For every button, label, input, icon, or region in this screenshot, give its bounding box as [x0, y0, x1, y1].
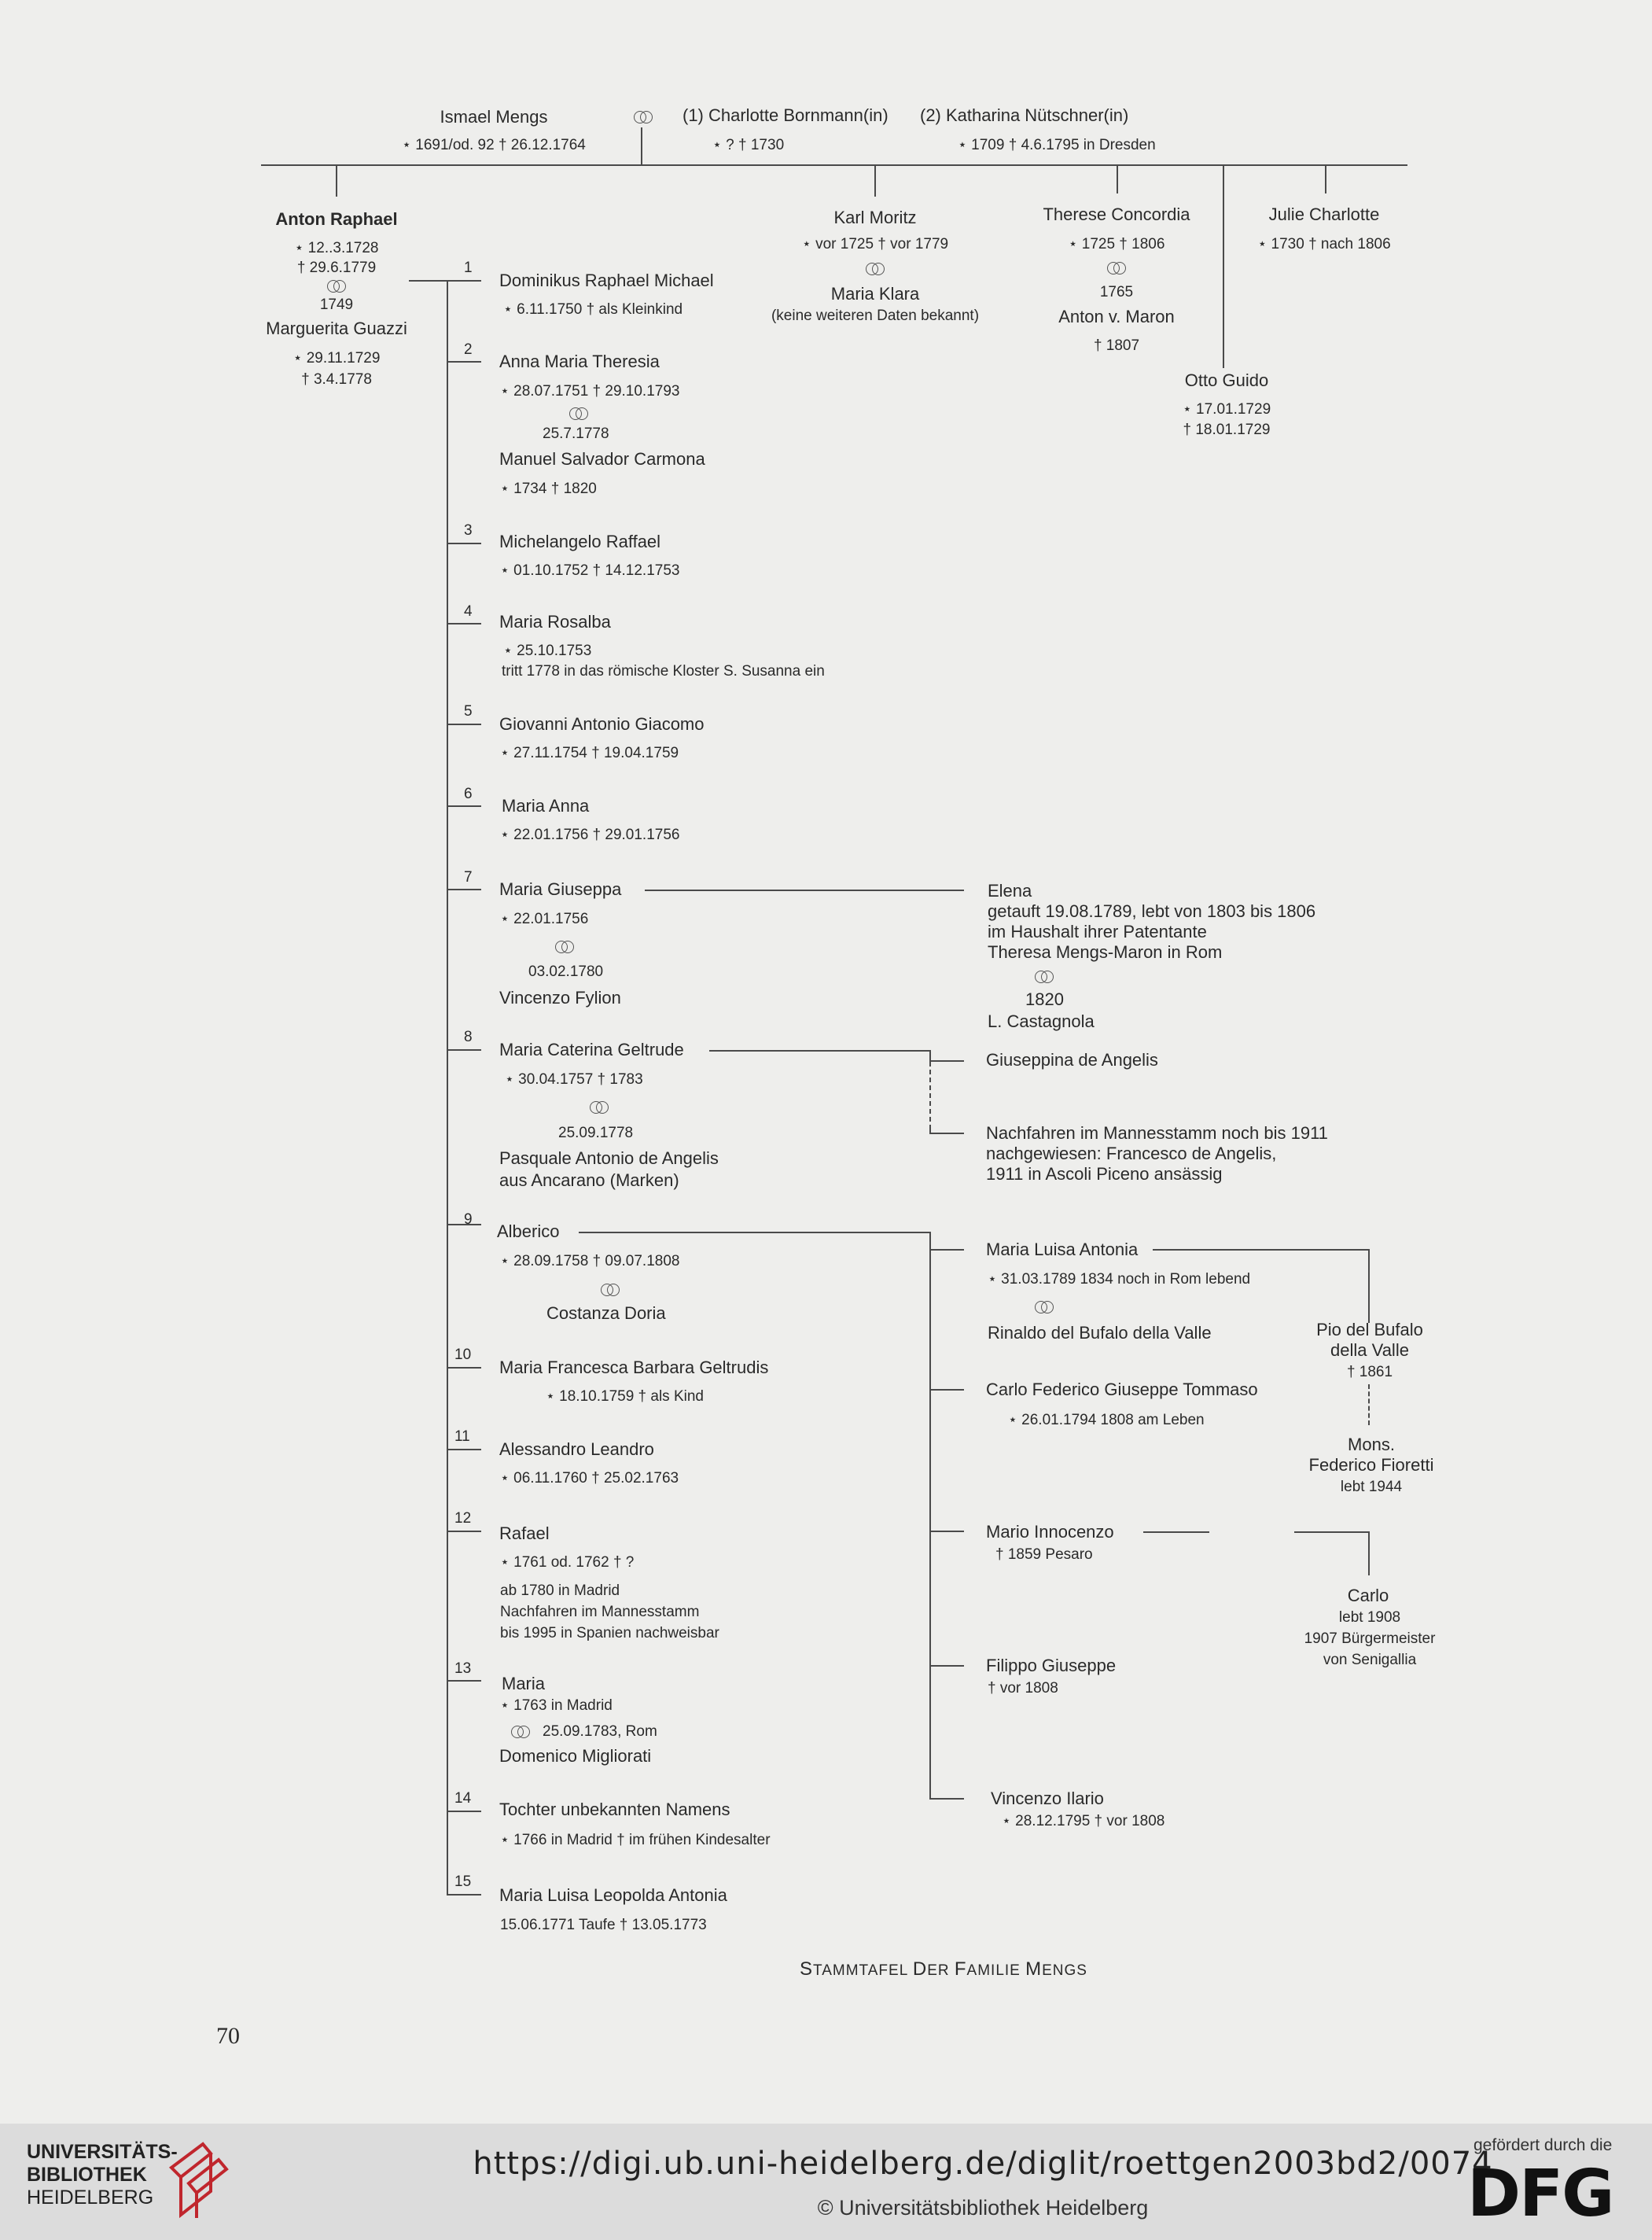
child-dates: ⋆ 1766 in Madrid † im frühen Kindesalter — [500, 1832, 771, 1848]
footer-bar — [0, 2124, 1652, 2240]
marriage-date: 03.02.1780 — [528, 963, 604, 980]
pio-line: Pio del Bufalo — [1316, 1320, 1423, 1339]
child-dates: ⋆ 25.10.1753 — [503, 643, 592, 659]
pio-line: † 1861 — [1346, 1364, 1393, 1380]
grandchild-connector — [929, 1389, 964, 1391]
spouse-name: Costanza Doria — [546, 1303, 666, 1323]
castagnola-name: L. Castagnola — [988, 1011, 1095, 1031]
child-name: Alessandro Leandro — [499, 1439, 654, 1459]
library-logo-icon — [164, 2136, 234, 2223]
child-note: bis 1995 in Spanien nachweisbar — [500, 1625, 719, 1641]
child-number: 12 — [454, 1510, 472, 1527]
child-name: Maria Rosalba — [499, 612, 611, 632]
child-name: Alberico — [497, 1221, 560, 1241]
child-name: Maria Luisa Leopolda Antonia — [499, 1885, 727, 1905]
elena-line: im Haushalt ihrer Patentante — [988, 922, 1207, 941]
caption-word: ENGS — [1042, 1962, 1087, 1979]
child-name: Tochter unbekannten Namens — [499, 1800, 730, 1819]
otto-drop — [1223, 165, 1224, 368]
child-number: 5 — [464, 703, 473, 720]
caption-initial: F — [954, 1958, 967, 1980]
copyright-text: © Universitätsbibliothek Heidelberg — [817, 2196, 1149, 2220]
grandchild-connector — [929, 1531, 964, 1532]
elena-name: Elena — [988, 881, 1032, 901]
child-dates: ⋆ 1763 in Madrid — [500, 1697, 613, 1714]
grandchildren-trunk — [929, 1232, 931, 1800]
therese-name: Therese Concordia — [1043, 204, 1190, 224]
wife2-dates: ⋆ 1709 † 4.6.1795 in Dresden — [958, 137, 1156, 153]
child-connector — [447, 1367, 481, 1369]
caption-word: ER — [927, 1962, 955, 1979]
guazzi-name: Marguerita Guazzi — [266, 319, 407, 338]
federico-line: Federico Fioretti — [1308, 1455, 1434, 1475]
child-dates: ⋆ 30.04.1757 † 1783 — [505, 1071, 643, 1088]
anton-name: Anton Raphael — [275, 209, 398, 229]
dfg-logo[interactable]: DFG — [1467, 2157, 1613, 2231]
karl-dates: ⋆ vor 1725 † vor 1779 — [801, 236, 949, 252]
marriage-date: 25.09.1778 — [558, 1125, 634, 1141]
marriage-date: 25.7.1778 — [543, 426, 609, 442]
child-dates: ⋆ 22.01.1756 — [500, 911, 589, 927]
maria-luisa-name: Maria Luisa Antonia — [986, 1240, 1139, 1259]
descent-line — [1368, 1249, 1370, 1323]
descent-line — [929, 1133, 964, 1134]
elena-line: getauft 19.08.1789, lebt von 1803 bis 1806 — [988, 901, 1316, 921]
federico-line: Mons. — [1348, 1435, 1395, 1454]
child-number: 13 — [454, 1660, 472, 1677]
child-connector — [447, 361, 481, 363]
child-connector — [447, 889, 481, 890]
child-name: Maria Anna — [502, 796, 590, 816]
child-name: Michelangelo Raffael — [499, 532, 661, 551]
child-name: Rafael — [499, 1523, 550, 1543]
otto-name: Otto Guido — [1184, 370, 1269, 390]
child-note: Nachfahren im Mannesstamm — [500, 1604, 700, 1620]
marriage-ring-icon — [632, 111, 654, 123]
logo-line: UNIVERSITÄTS- — [27, 2141, 178, 2163]
child-dates: ⋆ 28.07.1751 † 29.10.1793 — [500, 383, 680, 400]
karl-drop — [874, 165, 876, 197]
child-dates: ⋆ 22.01.1756 † 29.01.1756 — [500, 827, 680, 843]
child-name: Maria Caterina Geltrude — [499, 1040, 684, 1059]
child-connector — [447, 623, 481, 624]
carlo-line: 1907 Bürgermeister — [1304, 1630, 1436, 1647]
therese-drop — [1117, 165, 1118, 193]
descent-line — [1153, 1249, 1370, 1251]
diagram-caption — [800, 1958, 1087, 1980]
child-number: 8 — [464, 1029, 473, 1045]
funded-by-text: gefördert durch die — [1474, 2136, 1613, 2154]
descent-line — [1143, 1531, 1209, 1533]
child-dates: ⋆ 06.11.1760 † 25.02.1763 — [500, 1470, 679, 1487]
spouse-name: Vincenzo Fylion — [499, 988, 621, 1008]
dashed-line — [1368, 1384, 1370, 1425]
child-dates: 15.06.1771 Taufe † 13.05.1773 — [500, 1917, 707, 1933]
child-number: 1 — [464, 260, 473, 276]
klara-note: (keine weiteren Daten bekannt) — [771, 308, 980, 324]
dashed-line — [929, 1062, 931, 1129]
carlo-federico-name: Carlo Federico Giuseppe Tommaso — [986, 1380, 1258, 1399]
mario-dates: † 1859 Pesaro — [995, 1546, 1093, 1563]
descent-line — [579, 1232, 931, 1233]
child-note: tritt 1778 in das römische Kloster S. Susanna ein — [502, 663, 825, 680]
marriage-ring-icon — [864, 263, 886, 275]
child-connector — [447, 1811, 481, 1812]
filippo-dates: † vor 1808 — [988, 1680, 1058, 1697]
descent-line — [1294, 1531, 1370, 1533]
spouse-name: Manuel Salvador Carmona — [499, 449, 705, 469]
spouse-name: Pasquale Antonio de Angelis — [499, 1148, 719, 1168]
marriage-ring-icon — [1033, 971, 1055, 983]
caption-word: TAMMTAFEL — [813, 1962, 913, 1979]
marriage-ring-icon — [1033, 1301, 1055, 1313]
generation-line — [261, 164, 1407, 166]
therese-marriage-year: 1765 — [1099, 284, 1134, 300]
wife1-name: (1) Charlotte Bornmann(in) — [683, 105, 889, 125]
child-number: 7 — [464, 869, 473, 886]
anton-marriage-year: 1749 — [319, 297, 354, 313]
marriage-date: 25.09.1783, Rom — [543, 1723, 657, 1740]
julie-dates: ⋆ 1730 † nach 1806 — [1257, 236, 1391, 252]
child-name: Dominikus Raphael Michael — [499, 271, 714, 290]
child-connector — [447, 1449, 481, 1450]
child-name: Anna Maria Theresia — [499, 352, 660, 371]
descent-line — [929, 1050, 931, 1061]
elena-marriage: 1820 — [1025, 989, 1064, 1009]
child-name: Giovanni Antonio Giacomo — [499, 714, 705, 734]
page-number: 70 — [216, 2023, 240, 2049]
descent-line — [1368, 1531, 1370, 1575]
document-url[interactable]: https://digi.ub.uni-heidelberg.de/diglit/roettgen2003bd2/0074 — [473, 2146, 1493, 2182]
karl-name: Karl Moritz — [833, 208, 917, 227]
child-connector — [447, 724, 481, 725]
mario-name: Mario Innocenzo — [986, 1522, 1114, 1542]
child-name: Maria — [502, 1674, 546, 1693]
ub-logo[interactable] — [27, 2141, 178, 2209]
guazzi-death: † 3.4.1778 — [301, 371, 372, 388]
caption-initial: S — [800, 1958, 814, 1980]
marriage-ring-icon — [554, 941, 576, 953]
carlo-line: von Senigallia — [1323, 1652, 1417, 1668]
child-dates: ⋆ 27.11.1754 † 19.04.1759 — [500, 745, 679, 761]
klara-name: Maria Klara — [830, 284, 920, 304]
marriage-ring-icon — [510, 1726, 532, 1738]
caption-initial: D — [912, 1958, 928, 1980]
ismael-name: Ismael Mengs — [440, 107, 548, 127]
parents-link — [641, 127, 642, 165]
maron-death: † 1807 — [1093, 337, 1140, 354]
anton-children-link — [409, 280, 481, 282]
anton-drop — [336, 165, 337, 197]
child-number: 3 — [464, 522, 473, 539]
filippo-name: Filippo Giuseppe — [986, 1656, 1117, 1675]
carlo-line: Carlo — [1347, 1586, 1389, 1605]
child-connector — [447, 1531, 481, 1532]
caption-word: AMILIE — [966, 1962, 1026, 1979]
spouse-note: aus Ancarano (Marken) — [499, 1170, 679, 1190]
carlo-line: lebt 1908 — [1338, 1609, 1401, 1626]
spouse-dates: ⋆ 1734 † 1820 — [500, 481, 597, 497]
carlo-federico-dates: ⋆ 26.01.1794 1808 am Leben — [1008, 1412, 1205, 1428]
caption-initial: M — [1025, 1958, 1043, 1980]
marriage-ring-icon — [1106, 262, 1128, 274]
marriage-ring-icon — [588, 1101, 610, 1114]
child-dates: ⋆ 1761 od. 1762 † ? — [500, 1554, 635, 1571]
julie-name: Julie Charlotte — [1268, 204, 1380, 224]
child-number: 2 — [464, 341, 473, 358]
descent-line — [929, 1060, 964, 1062]
otto-death: † 18.01.1729 — [1183, 422, 1271, 438]
child-number: 11 — [454, 1428, 470, 1445]
anton-death: † 29.6.1779 — [296, 260, 377, 276]
vincenzo-dates: ⋆ 28.12.1795 † vor 1808 — [1002, 1813, 1165, 1829]
otto-birth: ⋆ 17.01.1729 — [1182, 401, 1271, 418]
marriage-ring-icon — [326, 280, 348, 293]
nachfahren-line: nachgewiesen: Francesco de Angelis, — [986, 1144, 1277, 1163]
child-dates: ⋆ 28.09.1758 † 09.07.1808 — [500, 1253, 680, 1269]
spouse-name: Domenico Migliorati — [499, 1746, 652, 1766]
nachfahren-line: Nachfahren im Mannesstamm noch bis 1911 — [986, 1123, 1328, 1143]
maria-luisa-dates: ⋆ 31.03.1789 1834 noch in Rom lebend — [988, 1271, 1251, 1288]
child-dates: ⋆ 01.10.1752 † 14.12.1753 — [500, 562, 680, 579]
marriage-ring-icon — [568, 407, 590, 420]
ismael-dates: ⋆ 1691/od. 92 † 26.12.1764 — [402, 137, 586, 153]
child-connector — [447, 543, 481, 544]
pio-line: della Valle — [1330, 1340, 1409, 1360]
logo-line: BIBLIOTHEK — [27, 2164, 147, 2186]
nachfahren-line: 1911 in Ascoli Piceno ansässig — [986, 1164, 1223, 1184]
wife2-name: (2) Katharina Nütschner(in) — [920, 105, 1129, 125]
maron-name: Anton v. Maron — [1058, 307, 1175, 326]
child-connector — [447, 1894, 481, 1896]
descent-line — [709, 1050, 929, 1052]
child-name: Maria Francesca Barbara Geltrudis — [499, 1358, 769, 1377]
therese-dates: ⋆ 1725 † 1806 — [1068, 236, 1165, 252]
federico-line: lebt 1944 — [1340, 1479, 1403, 1495]
giuseppina-name: Giuseppina de Angelis — [986, 1050, 1158, 1070]
child-number: 9 — [464, 1211, 473, 1228]
descent-line — [645, 890, 964, 891]
child-number: 4 — [464, 603, 473, 620]
anton-birth: ⋆ 12..3.1728 — [294, 240, 379, 256]
children-trunk — [447, 280, 448, 1896]
child-number: 10 — [454, 1347, 472, 1363]
rinaldo-name: Rinaldo del Bufalo della Valle — [988, 1323, 1212, 1343]
logo-line: HEIDELBERG — [27, 2187, 154, 2209]
guazzi-birth: ⋆ 29.11.1729 — [293, 350, 381, 367]
grandchild-connector — [929, 1798, 964, 1800]
child-dates: ⋆ 6.11.1750 † als Kleinkind — [503, 301, 683, 318]
elena-line: Theresa Mengs-Maron in Rom — [988, 942, 1223, 962]
child-note: ab 1780 in Madrid — [500, 1582, 620, 1599]
vincenzo-name: Vincenzo Ilario — [991, 1789, 1104, 1808]
child-name: Maria Giuseppa — [499, 879, 622, 899]
child-connector — [447, 1680, 481, 1682]
marriage-ring-icon — [599, 1284, 621, 1296]
grandchild-connector — [929, 1665, 964, 1667]
child-dates: ⋆ 18.10.1759 † als Kind — [546, 1388, 704, 1405]
child-number: 6 — [464, 786, 473, 802]
wife1-dates: ⋆ ? † 1730 — [712, 137, 785, 153]
grandchild-connector — [929, 1249, 964, 1251]
child-connector — [447, 1049, 481, 1051]
child-number: 14 — [454, 1790, 472, 1807]
child-number: 15 — [454, 1873, 472, 1890]
child-connector — [447, 805, 481, 807]
julie-drop — [1325, 165, 1326, 193]
